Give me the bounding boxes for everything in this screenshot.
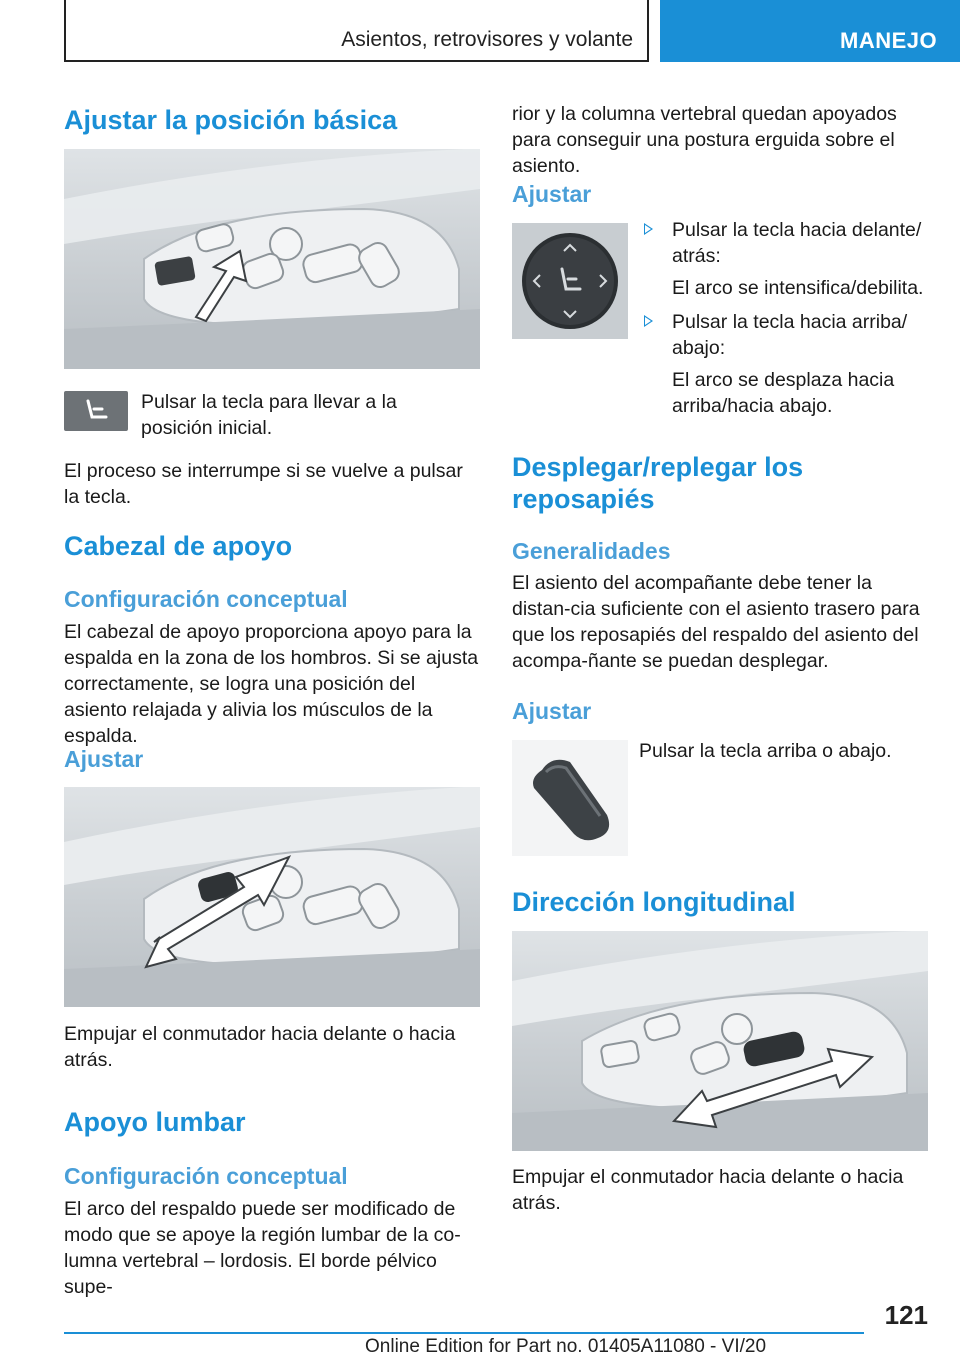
list-item-result: El arco se intensifica/debilita. [672, 277, 924, 299]
footrest-adjust-caption: Pulsar la tecla arriba o abajo. [639, 740, 892, 762]
headrest-concept-text: El cabezal de apoyo proporciona apoyo para la espalda en la zona de los hombros. Si se ajusta correctamente, se logra una posición del asiento relajada y alivia los músculos de la espalda. [64, 621, 479, 747]
list-item-result: El arco se desplaza hacia arriba/hacia abajo. [672, 369, 895, 417]
lumbar-dial-illustration [512, 223, 628, 339]
seat-basic-position-icon [64, 391, 128, 431]
lumbar-adjust-list [642, 217, 932, 419]
heading-lumbar: Apoyo lumbar [64, 1107, 246, 1137]
lumbar-control-image [512, 223, 628, 339]
bullet-triangle-icon [644, 315, 653, 327]
bullet-triangle-icon [644, 223, 653, 235]
headrest-switch-image [64, 787, 480, 1007]
heading-lumbar-adjust: Ajustar [512, 181, 592, 207]
chapter-tab [660, 0, 960, 62]
longitudinal-caption: Empujar el conmutador hacia delante o hacia atrás. [512, 1166, 904, 1214]
edition-footer: Online Edition for Part no. 01405A11080 - VI/20 [365, 1336, 767, 1357]
seat-controls-image-basic [64, 149, 480, 369]
headrest-illustration [64, 787, 480, 1007]
list-item [642, 217, 932, 301]
chapter-title: MANEJO [840, 28, 938, 53]
section-title: Asientos, retrovisores y volante [341, 28, 633, 51]
page-number: 121 [884, 1300, 928, 1330]
seat-controls-illustration [64, 149, 480, 369]
list-item-action: Pulsar la tecla hacia arriba/ abajo: [672, 311, 908, 359]
running-header [64, 0, 649, 62]
heading-headrest-concept: Configuración conceptual [64, 586, 348, 612]
heading-footrest-line1: Desplegar/replegar los [512, 452, 804, 482]
footer-divider [64, 1332, 864, 1334]
headrest-adjust-caption: Empujar el conmutador hacia delante o hacia atrás. [64, 1023, 456, 1071]
heading-footrest-adjust: Ajustar [512, 698, 592, 724]
longitudinal-switch-image [512, 931, 928, 1151]
heading-basic-position: Ajustar la posición básica [64, 105, 398, 135]
lumbar-concept-continuation: rior y la columna vertebral quedan apoyados para conseguir una postura erguida sobre el asiento. [512, 103, 897, 177]
heading-lumbar-concept: Configuración conceptual [64, 1163, 348, 1189]
heading-headrest-adjust: Ajustar [64, 746, 144, 772]
lumbar-concept-text: El arco del respaldo puede ser modificado de modo que se apoye la región lumbar de la co-lumna vertebral – lordosis. El borde pélvico supe- [64, 1198, 461, 1298]
footrest-key-image [512, 740, 628, 856]
list-item [642, 309, 932, 419]
heading-footrest-line2: reposapiés [512, 484, 655, 514]
heading-general: Generalidades [512, 538, 671, 564]
longitudinal-illustration [512, 931, 928, 1151]
footrest-key-illustration [512, 740, 628, 856]
heading-headrest: Cabezal de apoyo [64, 531, 293, 561]
general-text: El asiento del acompañante debe tener la distan-cia suficiente con el asiento trasero para que los reposapiés del respaldo del asiento del acompa-ñante se puedan desplegar. [512, 572, 920, 672]
heading-longitudinal: Dirección longitudinal [512, 887, 796, 917]
basic-position-caption: Pulsar la tecla para llevar a la posición inicial. [141, 391, 397, 439]
basic-position-note: El proceso se interrumpe si se vuelve a pulsar la tecla. [64, 460, 463, 508]
list-item-action: Pulsar la tecla hacia delante/ atrás: [672, 219, 922, 267]
